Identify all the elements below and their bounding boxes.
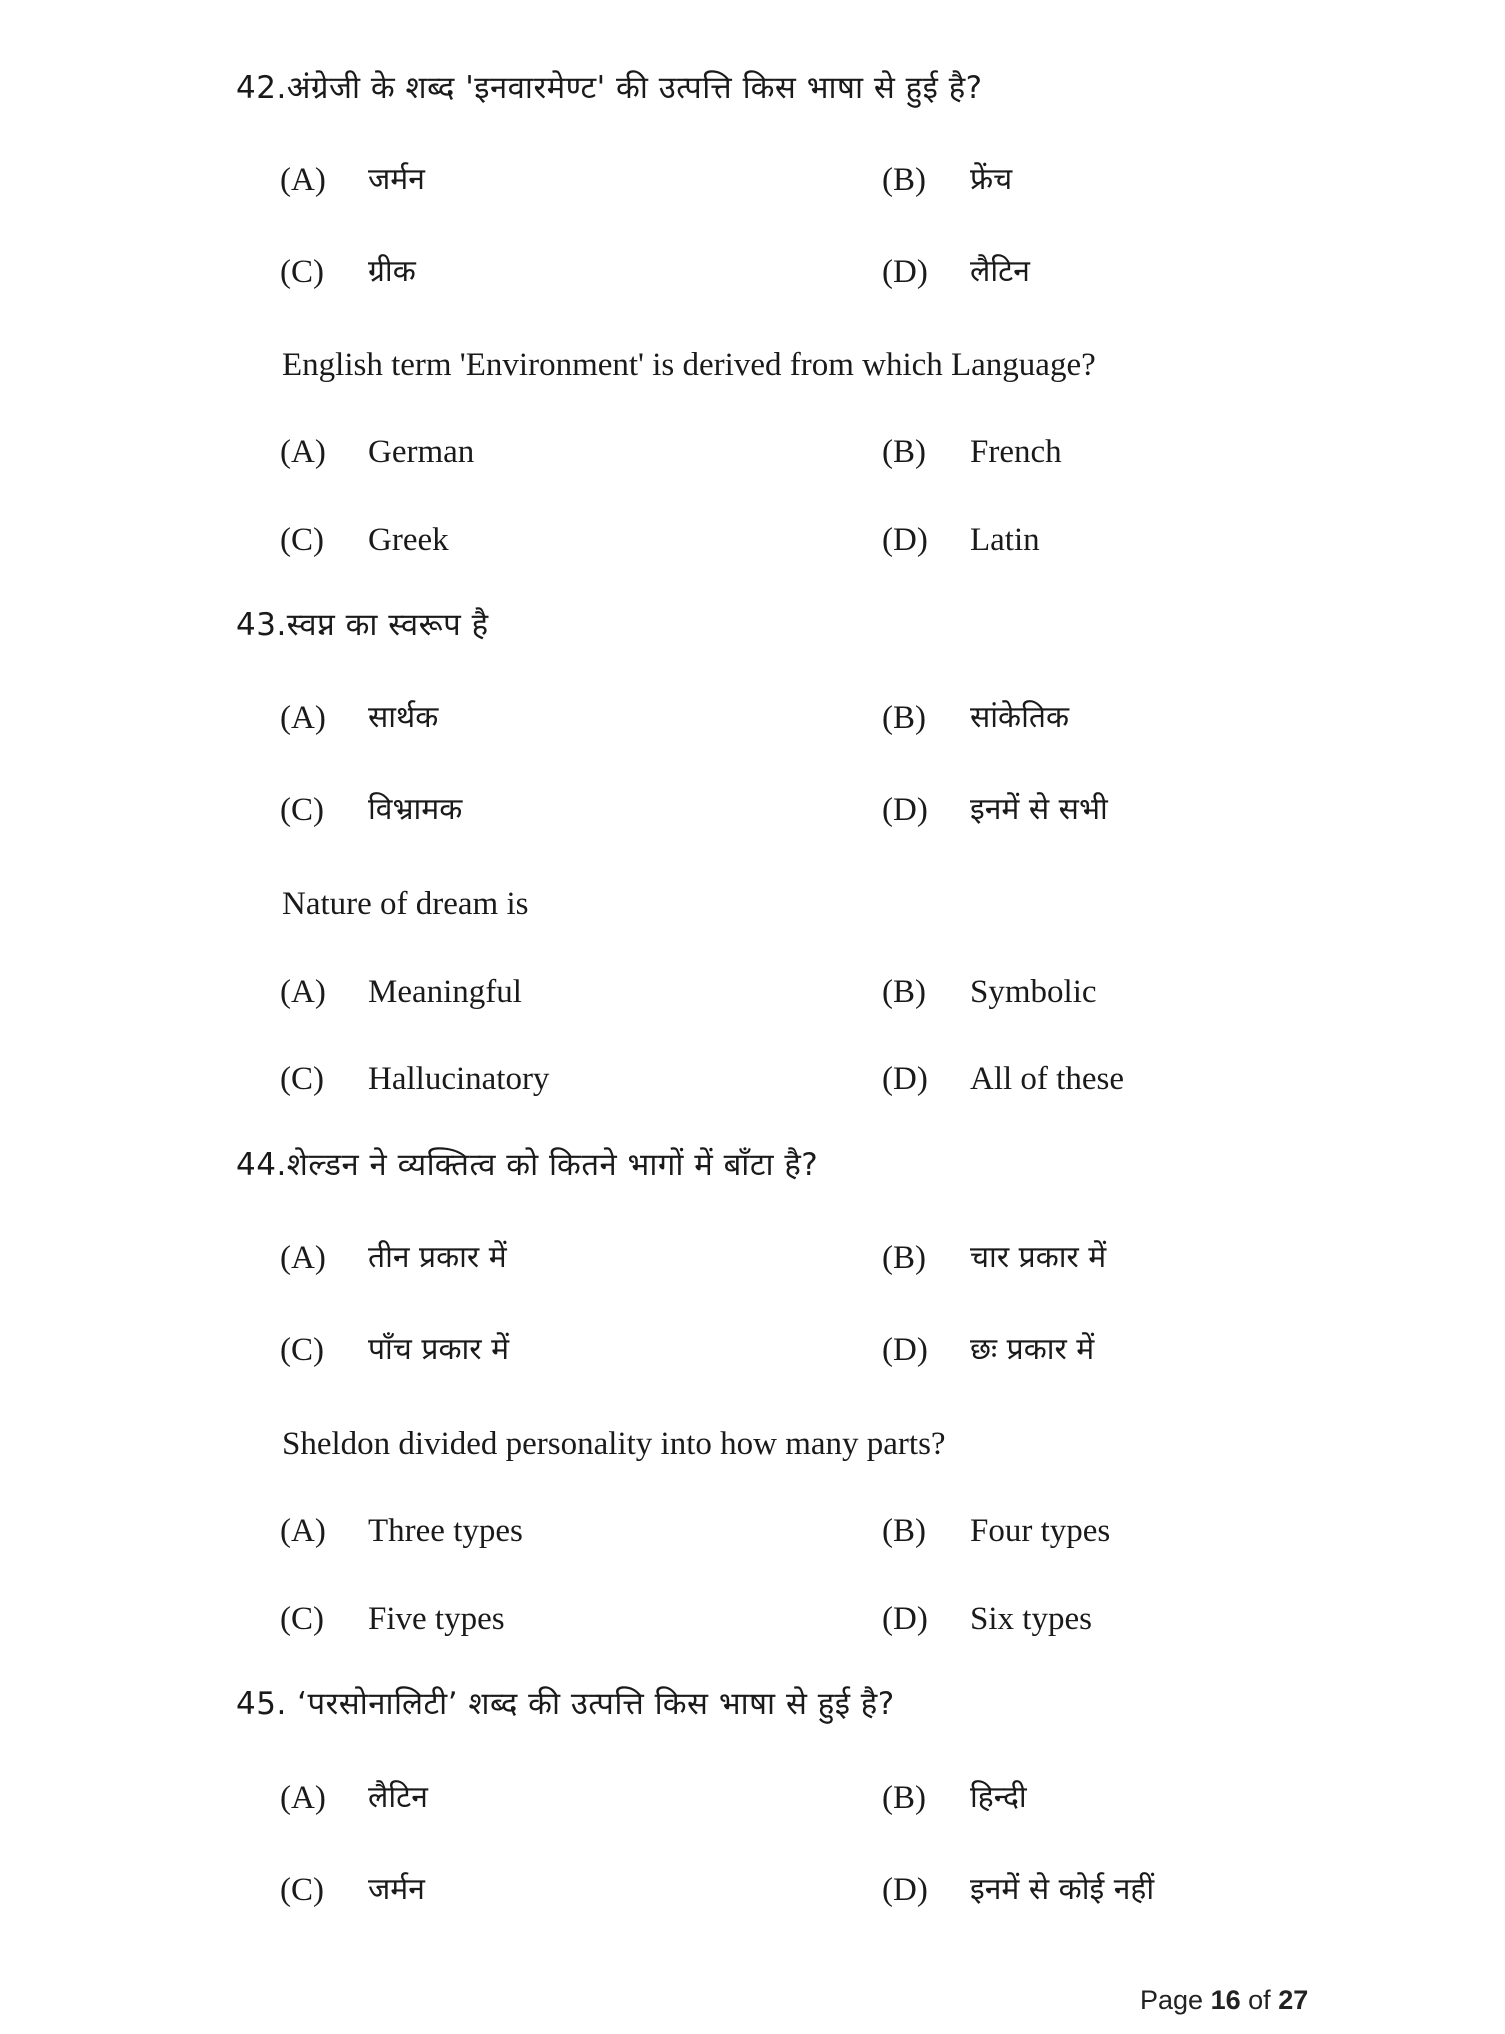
option-label: (A) (280, 1240, 326, 1276)
option-text: Meaningful (368, 974, 522, 1010)
option-label: (B) (882, 700, 926, 736)
option-label: (B) (882, 1240, 926, 1276)
page-number: 16 (1210, 1985, 1241, 2015)
question-44-english: Sheldon divided personality into how many parts? (282, 1426, 946, 1462)
option-text: जर्मन (368, 162, 425, 197)
option-label: (C) (280, 522, 324, 558)
option-label: (D) (882, 1601, 928, 1637)
page-word: Page (1140, 1985, 1204, 2015)
option-text: Greek (368, 522, 449, 558)
option-text: German (368, 434, 475, 470)
option-label: (A) (280, 162, 326, 198)
question-42-english: English term 'Environment' is derived from which Language? (282, 347, 1096, 383)
option-text: French (970, 434, 1062, 470)
of-word: of (1248, 1985, 1271, 2015)
total-pages: 27 (1278, 1985, 1309, 2015)
option-label: (D) (882, 522, 928, 558)
question-42-hindi: 42.अंग्रेजी के शब्द 'इनवारमेण्ट' की उत्पत्ति किस भाषा से हुई है? (236, 70, 983, 106)
option-text: Four types (970, 1513, 1111, 1549)
page-footer (1140, 1985, 1308, 2016)
question-44-hindi: 44.शेल्डन ने व्यक्तित्व को कितने भागों में बाँटा है? (236, 1147, 819, 1183)
option-label: (D) (882, 254, 928, 290)
option-text: विभ्रामक (368, 792, 463, 827)
option-label: (D) (882, 1872, 928, 1908)
option-text: पाँच प्रकार में (368, 1332, 510, 1367)
option-label: (B) (882, 162, 926, 198)
option-label: (A) (280, 434, 326, 470)
option-text: सांकेतिक (970, 700, 1069, 735)
option-label: (A) (280, 700, 326, 736)
option-label: (C) (280, 254, 324, 290)
option-text: Latin (970, 522, 1040, 558)
option-text: फ्रेंच (970, 162, 1013, 197)
question-43-hindi: 43.स्वप्न का स्वरूप है (236, 607, 489, 643)
option-text: हिन्दी (970, 1780, 1027, 1815)
option-label: (C) (280, 1332, 324, 1368)
option-label: (D) (882, 1061, 928, 1097)
question-45-hindi: 45. ‘परसोनालिटी’ शब्द की उत्पत्ति किस भाषा से हुई है? (236, 1686, 895, 1722)
option-label: (A) (280, 1513, 326, 1549)
option-label: (B) (882, 434, 926, 470)
option-text: ग्रीक (368, 254, 416, 289)
option-label: (A) (280, 974, 326, 1010)
option-text: Symbolic (970, 974, 1097, 1010)
option-label: (C) (280, 792, 324, 828)
option-text: इनमें से सभी (970, 792, 1108, 827)
option-text: लैटिन (970, 254, 1030, 289)
question-43-english: Nature of dream is (282, 886, 529, 922)
option-text: Hallucinatory (368, 1061, 550, 1097)
option-text: जर्मन (368, 1872, 425, 1907)
option-text: All of these (970, 1061, 1124, 1097)
option-text: लैटिन (368, 1780, 428, 1815)
option-text: इनमें से कोई नहीं (970, 1872, 1155, 1907)
option-label: (D) (882, 1332, 928, 1368)
option-text: Six types (970, 1601, 1092, 1637)
option-label: (B) (882, 1780, 926, 1816)
option-text: तीन प्रकार में (368, 1240, 507, 1275)
option-text: चार प्रकार में (970, 1240, 1107, 1275)
option-text: Three types (368, 1513, 523, 1549)
option-label: (C) (280, 1872, 324, 1908)
option-label: (B) (882, 1513, 926, 1549)
option-label: (A) (280, 1780, 326, 1816)
option-text: छः प्रकार में (970, 1332, 1095, 1367)
option-label: (D) (882, 792, 928, 828)
option-text: सार्थक (368, 700, 439, 735)
option-label: (C) (280, 1601, 324, 1637)
option-label: (B) (882, 974, 926, 1010)
option-label: (C) (280, 1061, 324, 1097)
option-text: Five types (368, 1601, 505, 1637)
